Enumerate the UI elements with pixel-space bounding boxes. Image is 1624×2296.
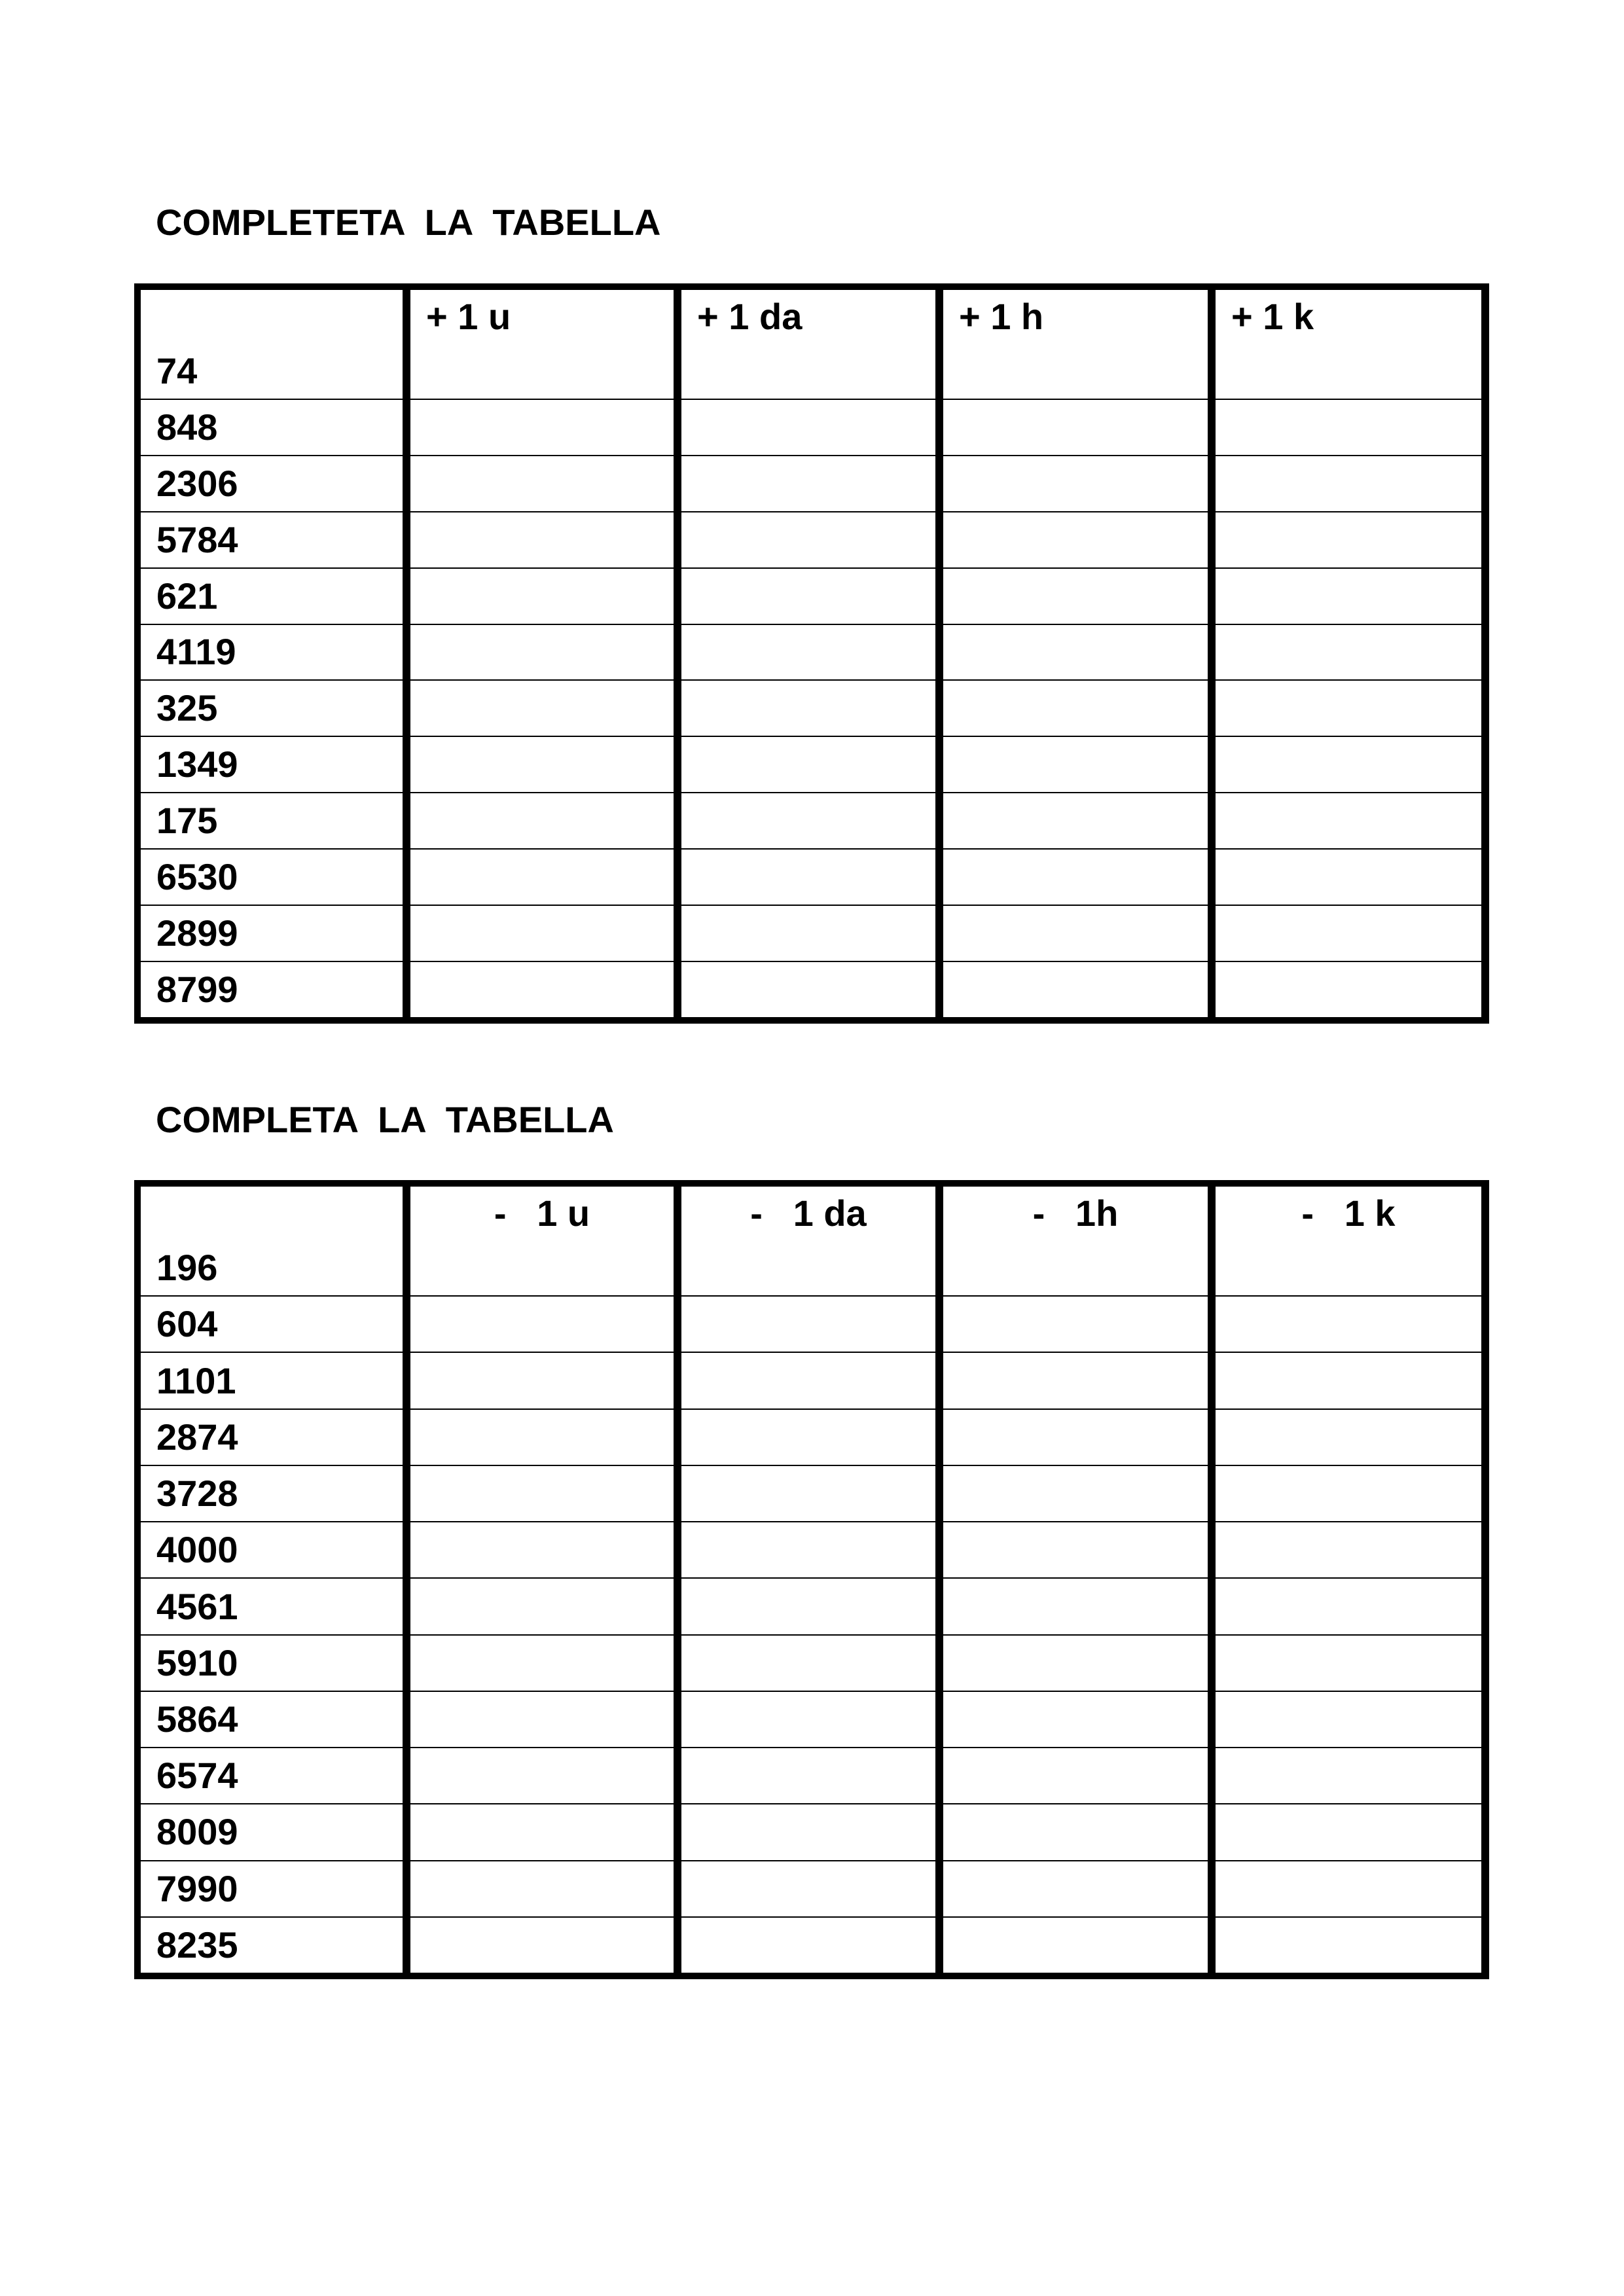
answer-cell[interactable] (681, 1748, 943, 1804)
table-row (141, 737, 1483, 793)
answer-cell[interactable] (943, 344, 1216, 400)
answer-cell[interactable] (681, 681, 943, 737)
table-row (141, 1297, 1483, 1353)
header-minus-1-u: - 1 u (410, 1187, 681, 1240)
answer-cell[interactable] (943, 1466, 1216, 1522)
table-row (141, 850, 1483, 906)
answer-cell[interactable] (681, 1861, 943, 1918)
answer-cell[interactable] (1216, 1522, 1483, 1579)
header-plus-1-k: + 1 k (1216, 290, 1483, 344)
answer-cell[interactable] (1216, 1297, 1483, 1353)
answer-cell[interactable] (943, 1410, 1216, 1466)
answer-cell[interactable] (943, 625, 1216, 681)
subtraction-table-body (141, 1240, 1483, 1973)
answer-cell[interactable] (943, 1804, 1216, 1861)
answer-cell[interactable] (410, 569, 681, 625)
table-row (141, 569, 1483, 625)
answer-cell[interactable] (410, 1692, 681, 1748)
header-corner-cell (141, 1187, 410, 1240)
answer-cell[interactable] (1216, 793, 1483, 850)
answer-cell[interactable] (410, 1636, 681, 1692)
row-number-cell: 5784 (141, 512, 410, 569)
answer-cell[interactable] (410, 400, 681, 456)
row-number-cell: 7990 (141, 1861, 410, 1918)
table-row (141, 400, 1483, 456)
section-1-heading: COMPLETETA LA TABELLA (156, 202, 661, 243)
addition-table (134, 283, 1489, 1024)
answer-cell[interactable] (943, 400, 1216, 456)
row-number-cell: 604 (141, 1297, 410, 1353)
answer-cell[interactable] (410, 1466, 681, 1522)
answer-cell[interactable] (943, 512, 1216, 569)
row-number-cell: 3728 (141, 1466, 410, 1522)
answer-cell[interactable] (681, 569, 943, 625)
table-row (141, 1579, 1483, 1635)
answer-cell[interactable] (681, 1522, 943, 1579)
answer-cell[interactable] (681, 344, 943, 400)
answer-cell[interactable] (410, 681, 681, 737)
answer-cell[interactable] (681, 1410, 943, 1466)
answer-cell[interactable] (1216, 1748, 1483, 1804)
answer-cell[interactable] (943, 1579, 1216, 1635)
section-2-heading: COMPLETA LA TABELLA (156, 1099, 614, 1140)
answer-cell[interactable] (681, 906, 943, 962)
answer-cell[interactable] (681, 1692, 943, 1748)
addition-table-body (141, 344, 1483, 1017)
row-number-cell: 1101 (141, 1353, 410, 1409)
row-number-cell: 6574 (141, 1748, 410, 1804)
answer-cell[interactable] (1216, 625, 1483, 681)
table-row (141, 1748, 1483, 1804)
answer-cell[interactable] (943, 906, 1216, 962)
answer-cell[interactable] (681, 737, 943, 793)
header-minus-1-k: - 1 k (1216, 1187, 1483, 1240)
answer-cell[interactable] (1216, 962, 1483, 1017)
table-row (141, 1861, 1483, 1918)
answer-cell[interactable] (1216, 1692, 1483, 1748)
row-number-cell: 5864 (141, 1692, 410, 1748)
row-number-cell: 4000 (141, 1522, 410, 1579)
answer-cell[interactable] (1216, 1466, 1483, 1522)
answer-cell[interactable] (943, 1297, 1216, 1353)
row-number-cell: 4561 (141, 1579, 410, 1635)
answer-cell[interactable] (681, 512, 943, 569)
table-row (141, 1466, 1483, 1522)
answer-cell[interactable] (1216, 400, 1483, 456)
answer-cell[interactable] (410, 1522, 681, 1579)
answer-cell[interactable] (943, 962, 1216, 1017)
answer-cell[interactable] (681, 1297, 943, 1353)
row-number-cell: 1349 (141, 737, 410, 793)
answer-cell[interactable] (681, 1804, 943, 1861)
answer-cell[interactable] (681, 1918, 943, 1973)
table-row (141, 906, 1483, 962)
table-row (141, 344, 1483, 400)
answer-cell[interactable] (1216, 1636, 1483, 1692)
table-row (141, 512, 1483, 569)
answer-cell[interactable] (410, 1861, 681, 1918)
answer-cell[interactable] (1216, 456, 1483, 512)
answer-cell[interactable] (681, 850, 943, 906)
answer-cell[interactable] (410, 512, 681, 569)
table-row (141, 1353, 1483, 1409)
answer-cell[interactable] (1216, 1353, 1483, 1409)
answer-cell[interactable] (943, 850, 1216, 906)
row-number-cell: 175 (141, 793, 410, 850)
answer-cell[interactable] (1216, 1240, 1483, 1297)
answer-cell[interactable] (943, 1748, 1216, 1804)
table-row (141, 625, 1483, 681)
header-plus-1-h: + 1 h (943, 290, 1216, 344)
answer-cell[interactable] (410, 1240, 681, 1297)
answer-cell[interactable] (943, 1636, 1216, 1692)
answer-cell[interactable] (1216, 737, 1483, 793)
answer-cell[interactable] (410, 850, 681, 906)
row-number-cell: 4119 (141, 625, 410, 681)
table-row (141, 1636, 1483, 1692)
table-row (141, 1918, 1483, 1973)
answer-cell[interactable] (943, 456, 1216, 512)
answer-cell[interactable] (410, 456, 681, 512)
answer-cell[interactable] (943, 1240, 1216, 1297)
answer-cell[interactable] (410, 962, 681, 1017)
answer-cell[interactable] (410, 793, 681, 850)
answer-cell[interactable] (410, 1297, 681, 1353)
answer-cell[interactable] (681, 962, 943, 1017)
answer-cell[interactable] (1216, 1579, 1483, 1635)
table-header-row (141, 290, 1483, 344)
answer-cell[interactable] (410, 344, 681, 400)
answer-cell[interactable] (681, 400, 943, 456)
answer-cell[interactable] (681, 1466, 943, 1522)
answer-cell[interactable] (681, 1579, 943, 1635)
answer-cell[interactable] (410, 906, 681, 962)
row-number-cell: 196 (141, 1240, 410, 1297)
answer-cell[interactable] (1216, 1410, 1483, 1466)
header-plus-1-da: + 1 da (681, 290, 943, 344)
table-row (141, 1522, 1483, 1579)
answer-cell[interactable] (410, 1353, 681, 1409)
answer-cell[interactable] (943, 1861, 1216, 1918)
row-number-cell: 325 (141, 681, 410, 737)
header-minus-1h: - 1h (943, 1187, 1216, 1240)
answer-cell[interactable] (943, 737, 1216, 793)
row-number-cell: 2899 (141, 906, 410, 962)
answer-cell[interactable] (1216, 1918, 1483, 1973)
answer-cell[interactable] (1216, 344, 1483, 400)
answer-cell[interactable] (681, 793, 943, 850)
answer-cell[interactable] (681, 1636, 943, 1692)
answer-cell[interactable] (681, 625, 943, 681)
answer-cell[interactable] (1216, 569, 1483, 625)
answer-cell[interactable] (943, 1692, 1216, 1748)
row-number-cell: 848 (141, 400, 410, 456)
row-number-cell: 5910 (141, 1636, 410, 1692)
table-row (141, 456, 1483, 512)
answer-cell[interactable] (681, 456, 943, 512)
answer-cell[interactable] (410, 625, 681, 681)
answer-cell[interactable] (943, 569, 1216, 625)
answer-cell[interactable] (1216, 906, 1483, 962)
answer-cell[interactable] (1216, 1804, 1483, 1861)
table-row (141, 1804, 1483, 1861)
header-plus-1-u: + 1 u (410, 290, 681, 344)
answer-cell[interactable] (943, 681, 1216, 737)
answer-cell[interactable] (410, 737, 681, 793)
row-number-cell: 8799 (141, 962, 410, 1017)
row-number-cell: 6530 (141, 850, 410, 906)
answer-cell[interactable] (1216, 850, 1483, 906)
answer-cell[interactable] (1216, 512, 1483, 569)
header-minus-1-da: - 1 da (681, 1187, 943, 1240)
answer-cell[interactable] (681, 1240, 943, 1297)
answer-cell[interactable] (943, 1353, 1216, 1409)
answer-cell[interactable] (410, 1748, 681, 1804)
answer-cell[interactable] (1216, 1861, 1483, 1918)
table-row (141, 793, 1483, 850)
answer-cell[interactable] (1216, 681, 1483, 737)
row-number-cell: 74 (141, 344, 410, 400)
row-number-cell: 8235 (141, 1918, 410, 1973)
header-corner-cell (141, 290, 410, 344)
table-row (141, 962, 1483, 1017)
answer-cell[interactable] (410, 1410, 681, 1466)
row-number-cell: 621 (141, 569, 410, 625)
table-row (141, 1410, 1483, 1466)
answer-cell[interactable] (681, 1353, 943, 1409)
table-header-row (141, 1187, 1483, 1240)
answer-cell[interactable] (410, 1918, 681, 1973)
table-row (141, 1692, 1483, 1748)
answer-cell[interactable] (943, 1918, 1216, 1973)
answer-cell[interactable] (410, 1804, 681, 1861)
row-number-cell: 8009 (141, 1804, 410, 1861)
answer-cell[interactable] (943, 793, 1216, 850)
table-row (141, 1240, 1483, 1297)
answer-cell[interactable] (410, 1579, 681, 1635)
subtraction-table (134, 1180, 1489, 1979)
answer-cell[interactable] (943, 1522, 1216, 1579)
table-row (141, 681, 1483, 737)
row-number-cell: 2306 (141, 456, 410, 512)
row-number-cell: 2874 (141, 1410, 410, 1466)
